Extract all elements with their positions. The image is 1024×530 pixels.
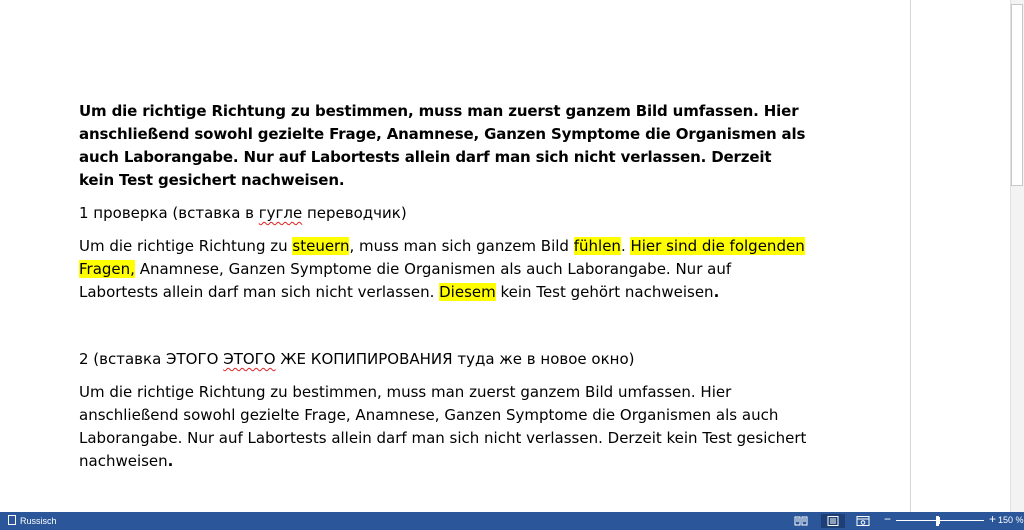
text-run: kein Test gehört nachweisen: [495, 283, 714, 301]
highlighted-word: fühlen: [573, 237, 621, 255]
read-mode-button[interactable]: [789, 514, 813, 528]
vertical-scrollbar[interactable]: [1010, 0, 1024, 512]
language-label: Russisch: [20, 516, 57, 526]
zoom-in-button[interactable]: +: [989, 512, 997, 526]
paragraph-copy-check[interactable]: [79, 381, 809, 473]
print-layout-icon: [827, 516, 839, 526]
text-run: Um die richtige Richtung zu bestimmen, muss man zuerst ganzem Bild umfassen. Hier anschließend sowohl gezielte Frage, Anamnese, Ganzen Symptome die Organismen als auch Laborangabe. Nur auf Labortests allein darf man sich nicht verlassen. Derzeit kein Test gesichert nachweisen: [79, 383, 807, 470]
zoom-level-label[interactable]: 150 %: [998, 515, 1024, 525]
text-run: , muss man sich ganzem Bild: [349, 237, 574, 255]
text-run: Um die richtige Richtung zu: [79, 237, 293, 255]
document-body[interactable]: [79, 100, 809, 473]
zoom-slider-midmark: [939, 517, 940, 524]
status-bar: [0, 512, 1024, 530]
read-mode-icon: [794, 516, 808, 526]
web-layout-button[interactable]: [851, 514, 875, 528]
highlighted-phrase: Hier sind die folgenden Fragen,: [79, 237, 805, 278]
heading-check-2-rest: ЖЕ КОПИПИРОВАНИЯ туда же в новое окно): [275, 350, 635, 368]
heading-check-1-text: 1 проверка (вставка в: [79, 204, 259, 222]
heading-check-1-rest: переводчик): [302, 204, 407, 222]
spellcheck-word[interactable]: ЭТОГО: [223, 350, 276, 368]
text-run-bold: .: [167, 452, 174, 470]
paragraph-translation-check[interactable]: [79, 235, 809, 304]
scrollbar-thumb[interactable]: [1011, 4, 1023, 186]
text-run: Anamnese, Ganzen Symptome die Organismen als auch Laborangabe. Nur auf Labortests allein darf man sich nicht verlassen.: [79, 260, 732, 301]
paragraph-original-bold[interactable]: Um die richtige Richtung zu bestimmen, muss man zuerst ganzem Bild umfassen. Hier anschließend sowohl gezielte Frage, Anamnese, Ganzen Symptome die Organismen als auch Laborangabe. Nur auf Labortests allein darf man sich nicht verlassen. Derzeit kein Test gesichert nachweisen.: [79, 102, 806, 189]
zoom-slider[interactable]: [896, 520, 984, 521]
vertical-scroll-area: [910, 0, 1024, 512]
heading-check-2[interactable]: [79, 348, 809, 371]
spellcheck-word[interactable]: гугле: [258, 204, 303, 222]
zoom-slider-thumb[interactable]: [936, 516, 939, 526]
heading-check-2-text: 2 (вставка ЭТОГО: [79, 350, 224, 368]
web-layout-icon: [856, 516, 870, 526]
highlighted-word: Diesem: [439, 283, 496, 301]
highlighted-word: steuern: [292, 237, 350, 255]
proofing-icon: [8, 515, 16, 525]
text-run-bold: .: [713, 283, 720, 301]
text-run: .: [620, 237, 631, 255]
print-layout-button[interactable]: [821, 514, 845, 528]
heading-check-1[interactable]: [79, 202, 809, 225]
language-indicator[interactable]: [8, 515, 57, 526]
zoom-out-button[interactable]: −: [884, 512, 892, 526]
